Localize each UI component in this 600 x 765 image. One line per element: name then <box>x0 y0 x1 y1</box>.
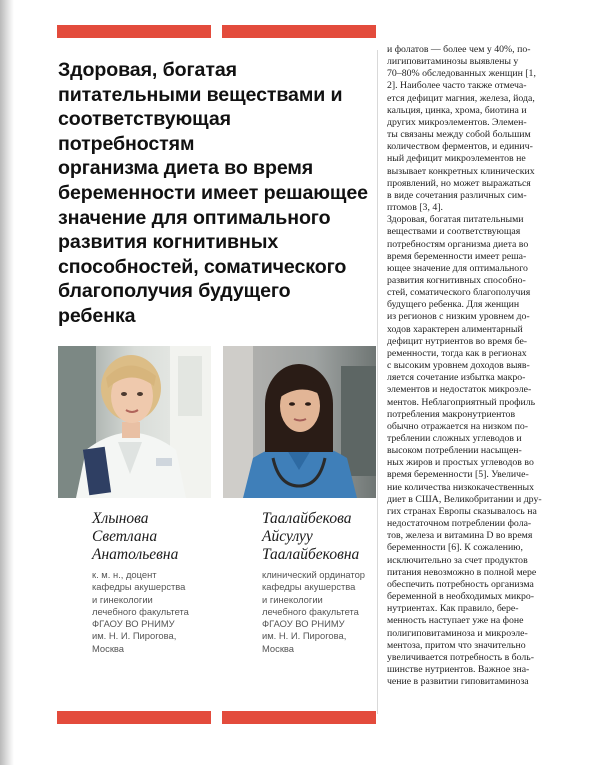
author-info-line: Москва <box>262 642 295 654</box>
body-text-line: будущего ребенка. Для женщин <box>387 299 520 311</box>
headline-line: беременности имеет решающее <box>58 181 368 204</box>
author-affiliation <box>92 569 242 655</box>
body-text-line: время беременности [5]. Увеличе- <box>387 469 529 481</box>
body-text-line: ных жиров и простых углеводов во <box>387 457 534 469</box>
body-text-line: нутриентах. Как правило, бере- <box>387 603 519 615</box>
body-text-line: тов, железа и витамина D во время <box>387 530 533 542</box>
body-text-line: ние количества низкокачественных <box>387 481 535 493</box>
body-text-line: ты связаны между собой большим <box>387 129 531 141</box>
author-info-line: ФГАОУ ВО РНИМУ <box>262 618 345 630</box>
body-text-line: с высоким уровнем доходов выяв- <box>387 360 530 372</box>
author-name-line: Таалайбековна <box>262 546 360 563</box>
article-body-column <box>387 44 547 688</box>
accent-bar-top-right <box>222 25 376 38</box>
body-text-line: беременности [6]. К сожалению, <box>387 542 523 554</box>
body-text-line: ходов характерен алиментарный <box>387 323 523 335</box>
body-text-line: обычно отражается на низком по- <box>387 420 528 432</box>
body-text-line: беременной в необходимых микро- <box>387 591 535 603</box>
body-text-line: недостаточном потреблении фола- <box>387 518 532 530</box>
body-text-line: гих странах Европы сказывалось на <box>387 505 537 517</box>
headline-line: значение для оптимального <box>58 206 331 229</box>
author-info-line: кафедры акушерства <box>262 581 356 593</box>
headline-line: благополучия будущего <box>58 280 291 303</box>
body-text-line: лигиповитаминозы выявлены у <box>387 56 519 68</box>
body-text-line: питания невозможно в полной мере <box>387 566 537 578</box>
author-photo-taalaibekova <box>223 346 376 498</box>
headline-line: ребенка <box>58 304 136 327</box>
body-text-line: дефицит нутриентов во время бе- <box>387 335 528 347</box>
headline-line: организма диета во время <box>58 157 314 180</box>
body-text-line: обеспечить потребность организма <box>387 578 534 590</box>
headline-line: развития когнитивных <box>58 231 279 254</box>
body-text-line: птомов [3, 4]. <box>387 202 443 214</box>
author-info-line: им. Н. И. Пирогова, <box>262 630 347 642</box>
author-info-line: лечебного факультета <box>262 605 359 617</box>
body-text-line: потребления макронутриентов <box>387 408 516 420</box>
author-name-line: Светлана <box>92 528 158 545</box>
author-info-line: клинический ординатор <box>262 569 366 580</box>
author-info-line: кафедры акушерства <box>92 581 186 593</box>
body-text-line: кальция, цинка, хрома, биотина и <box>387 104 527 116</box>
body-text-line: ный дефицит микроэлементов не <box>387 153 526 165</box>
author-name-line: Хлынова <box>92 510 149 527</box>
author-name-line: Айсулуу <box>262 528 313 545</box>
headline-line: Здоровая, богатая <box>58 59 237 81</box>
headline-line: питательными веществами и <box>58 83 343 106</box>
body-text-line: ременности, тогда как в регионах <box>387 347 527 359</box>
author-info-line: Москва <box>92 642 125 654</box>
headline-quote <box>58 58 368 329</box>
page-edge-shadow <box>0 0 14 765</box>
body-text-line: 2]. Наиболее часто также отмеча- <box>387 80 527 92</box>
body-text-line: и фолатов — более чем у 40%, по- <box>387 44 531 55</box>
author-name-line: Анатольевна <box>92 546 179 563</box>
author-photo-khlynova <box>58 346 211 498</box>
body-text-line: других микроэлементов. Элемен- <box>387 116 527 128</box>
author-info-line: ФГАОУ ВО РНИМУ <box>92 618 175 630</box>
body-text-line: увеличивается потребность в боль- <box>387 651 535 663</box>
body-text-line: из регионов с низким уровнем до- <box>387 311 530 323</box>
accent-bar-top-left <box>57 25 211 38</box>
author-name-line: Таалайбекова <box>262 510 352 527</box>
body-text-line: менность наступает уже на фоне <box>387 615 524 627</box>
body-text-line: диет в США, Великобритании и дру- <box>387 493 542 505</box>
body-text-line: высоком потреблении насыщен- <box>387 445 522 457</box>
body-text-line: Здоровая, богатая питательными <box>387 214 524 226</box>
body-text-line: проявлений, но может выражаться <box>387 177 531 189</box>
author-info-line: им. Н. И. Пирогова, <box>92 630 177 642</box>
body-text-line: полигиповитаминоза и микроэле- <box>387 627 528 639</box>
body-text-line: ется дефицит магния, железа, йода, <box>387 92 535 104</box>
author-info-line: и гинекологии <box>262 593 323 605</box>
headline-line: способностей, соматического <box>58 255 347 278</box>
body-text-line: количеством ферментов, и единич- <box>387 141 533 153</box>
body-text-line: исключительно за счет продуктов <box>387 554 528 566</box>
accent-bar-bottom-left <box>57 711 211 724</box>
body-text-line: веществами и соответствующая <box>387 226 521 238</box>
body-text-line: чение в развитии гиповитаминоза <box>387 676 529 688</box>
body-text-line: треблении сложных углеводов и <box>387 433 522 444</box>
author-info-line: лечебного факультета <box>92 605 189 617</box>
body-text-line: развития когнитивных способно- <box>387 274 526 286</box>
body-text-line: ляется сочетание избытка макро- <box>387 372 526 384</box>
body-text-line: стей, соматического благополучия <box>387 287 531 299</box>
body-text-line: 70–80% обследованных женщин [1, <box>387 68 536 80</box>
author-card-khlynova <box>92 510 242 655</box>
body-text-line: элементов и недостаток микроэле- <box>387 384 532 396</box>
body-text-line: время беременности имеет реша- <box>387 250 527 262</box>
body-text-line: ментоза, притом что значительно <box>387 639 526 651</box>
body-text-line: потребностям организма диета во <box>387 238 529 250</box>
body-text-line: вызывает конкретных клинических <box>387 165 535 177</box>
body-text-line: ющее значение для оптимального <box>387 262 528 274</box>
accent-bar-bottom-right <box>222 711 376 724</box>
author-info-line: к. м. н., доцент <box>92 569 157 580</box>
body-text-line: в виде сочетания различных сим- <box>387 189 527 201</box>
author-name <box>92 510 242 564</box>
author-info-line: и гинекологии <box>92 593 153 605</box>
column-divider <box>377 50 378 714</box>
body-text-line: шинстве нутриентов. Важное зна- <box>387 663 530 675</box>
headline-line: соответствующая потребностям <box>58 108 231 155</box>
body-text-line: ментов. Неблагоприятный профиль <box>387 396 536 408</box>
